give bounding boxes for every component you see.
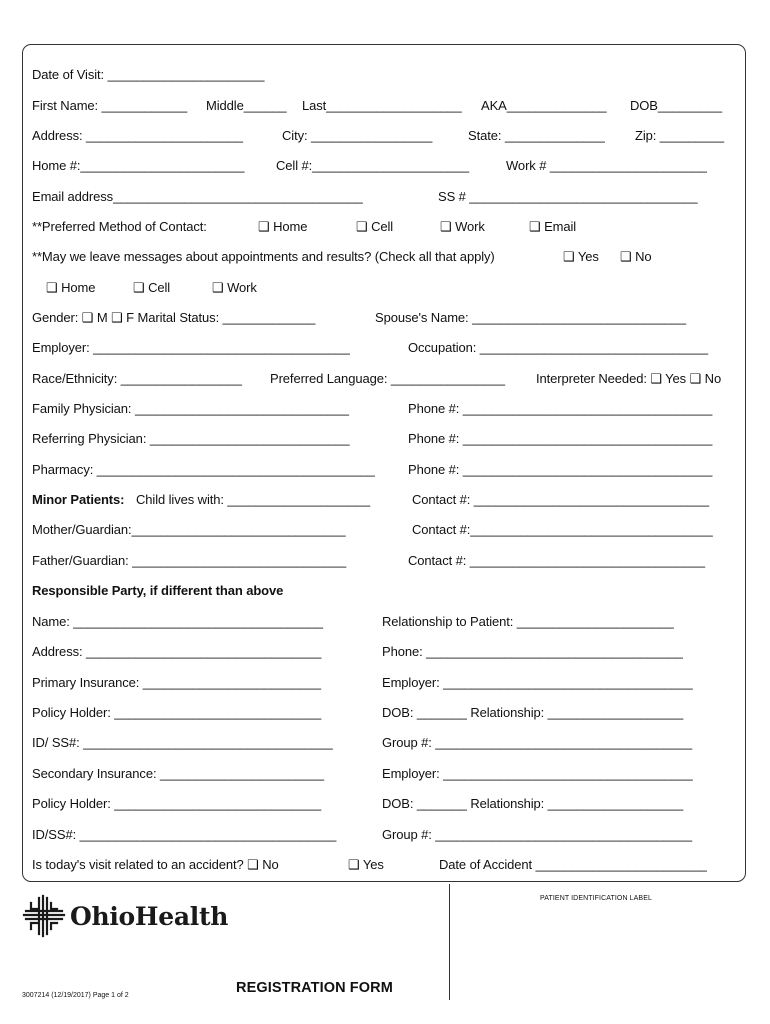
work-phone-field[interactable]: Work # ______________________ [506,158,707,173]
contact-email-checkbox[interactable]: ❑ Email [529,219,577,234]
mother-contact-field[interactable]: Contact #:__________________________________ [412,522,713,537]
responsible-name-field[interactable]: Name: ___________________________________ [32,614,323,629]
minor-contact-field[interactable]: Contact #: _________________________________ [412,492,710,507]
contact-cell-checkbox[interactable]: ❑ Cell [356,219,394,234]
primary-group-field[interactable]: Group #: ____________________________________ [382,735,692,750]
last-name-field[interactable]: Last___________________ [302,98,462,113]
primary-employer-field[interactable]: Employer: ___________________________________ [382,675,693,690]
zip-field[interactable]: Zip: _________ [635,128,724,143]
family-physician-phone-field[interactable]: Phone #: ___________________________________ [408,401,713,416]
ohiohealth-mark-icon [22,894,66,938]
family-physician-field[interactable]: Family Physician: ______________________________ [32,401,349,416]
address-field[interactable]: Address: ______________________ [32,128,243,143]
secondary-group-field[interactable]: Group #: ____________________________________ [382,827,692,842]
child-lives-with-field[interactable]: Child lives with: ____________________ [136,492,370,507]
state-field[interactable]: State: ______________ [468,128,605,143]
spouse-name-field[interactable]: Spouse's Name: ______________________________ [375,310,686,325]
secondary-policy-holder-field[interactable]: Policy Holder: _____________________________ [32,796,322,811]
form-title: REGISTRATION FORM [236,980,393,996]
messages-no-checkbox[interactable]: ❑ No [620,249,652,264]
form-code: 3007214 (12/19/2017) Page 1 of 2 [22,992,129,999]
date-of-accident-field[interactable]: Date of Accident ________________________ [439,857,707,872]
responsible-phone-field[interactable]: Phone: ____________________________________ [382,644,683,659]
race-ethnicity-field[interactable]: Race/Ethnicity: _________________ [32,371,242,386]
preferred-contact-label: **Preferred Method of Contact: [32,219,207,234]
secondary-employer-field[interactable]: Employer: ___________________________________ [382,766,693,781]
primary-insurance-field[interactable]: Primary Insurance: _________________________ [32,675,322,690]
referring-physician-field[interactable]: Referring Physician: ____________________________ [32,431,350,446]
relationship-to-patient-field[interactable]: Relationship to Patient: ______________________ [382,614,674,629]
referring-physician-phone-field[interactable]: Phone #: ___________________________________ [408,431,713,446]
middle-name-field[interactable]: Middle______ [206,98,287,113]
secondary-insurance-field[interactable]: Secondary Insurance: _______________________ [32,766,324,781]
secondary-dob-relationship-field[interactable]: DOB: _______ Relationship: ___________________ [382,796,684,811]
home-phone-field[interactable]: Home #:_______________________ [32,158,245,173]
interpreter-needed-field[interactable]: Interpreter Needed: ❑ Yes ❑ No [536,371,722,386]
contact-home-checkbox[interactable]: ❑ Home [258,219,308,234]
first-name-field[interactable]: First Name: ____________ [32,98,188,113]
date-of-visit-field[interactable]: Date of Visit: ______________________ [32,67,265,82]
pharmacy-phone-field[interactable]: Phone #: ___________________________________ [408,462,713,477]
primary-policy-holder-field[interactable]: Policy Holder: _____________________________ [32,705,322,720]
employer-field[interactable]: Employer: ____________________________________ [32,340,350,355]
ssn-field[interactable]: SS # ________________________________ [438,189,698,204]
mother-guardian-field[interactable]: Mother/Guardian:______________________________ [32,522,346,537]
occupation-field[interactable]: Occupation: ________________________________ [408,340,708,355]
gender-marital-field[interactable]: Gender: ❑ M ❑ F Marital Status: _____________ [32,310,316,325]
leave-messages-question: **May we leave messages about appointments and results? (Check all that apply) [32,249,495,264]
patient-id-label: PATIENT IDENTIFICATION LABEL [540,895,652,902]
primary-id-ss-field[interactable]: ID/ SS#: ___________________________________ [32,735,333,750]
email-field[interactable]: Email address___________________________________ [32,189,363,204]
logo-wordmark: OhioHealth [70,901,229,931]
message-work-checkbox[interactable]: ❑ Work [212,280,257,295]
aka-field[interactable]: AKA______________ [481,98,607,113]
accident-yes-checkbox[interactable]: ❑ Yes [348,857,384,872]
pharmacy-field[interactable]: Pharmacy: _______________________________________ [32,462,375,477]
ohiohealth-logo [22,894,228,938]
preferred-language-field[interactable]: Preferred Language: ________________ [270,371,505,386]
father-contact-field[interactable]: Contact #: _________________________________ [408,553,706,568]
responsible-address-field[interactable]: Address: _________________________________ [32,644,322,659]
city-field[interactable]: City: _________________ [282,128,433,143]
accident-no-checkbox[interactable]: Is today's visit related to an accident? ❑ No [32,857,279,872]
dob-field[interactable]: DOB_________ [630,98,723,113]
father-guardian-field[interactable]: Father/Guardian: ______________________________ [32,553,347,568]
message-cell-checkbox[interactable]: ❑ Cell [133,280,171,295]
primary-dob-relationship-field[interactable]: DOB: _______ Relationship: ___________________ [382,705,684,720]
responsible-party-heading: Responsible Party, if different than above [32,583,284,598]
message-home-checkbox[interactable]: ❑ Home [46,280,96,295]
secondary-id-ss-field[interactable]: ID/SS#: ____________________________________ [32,827,337,842]
contact-work-checkbox[interactable]: ❑ Work [440,219,485,234]
cell-phone-field[interactable]: Cell #:______________________ [276,158,470,173]
footer-divider [449,884,450,1000]
minor-patients-label: Minor Patients: [32,492,125,507]
messages-yes-checkbox[interactable]: ❑ Yes [563,249,599,264]
